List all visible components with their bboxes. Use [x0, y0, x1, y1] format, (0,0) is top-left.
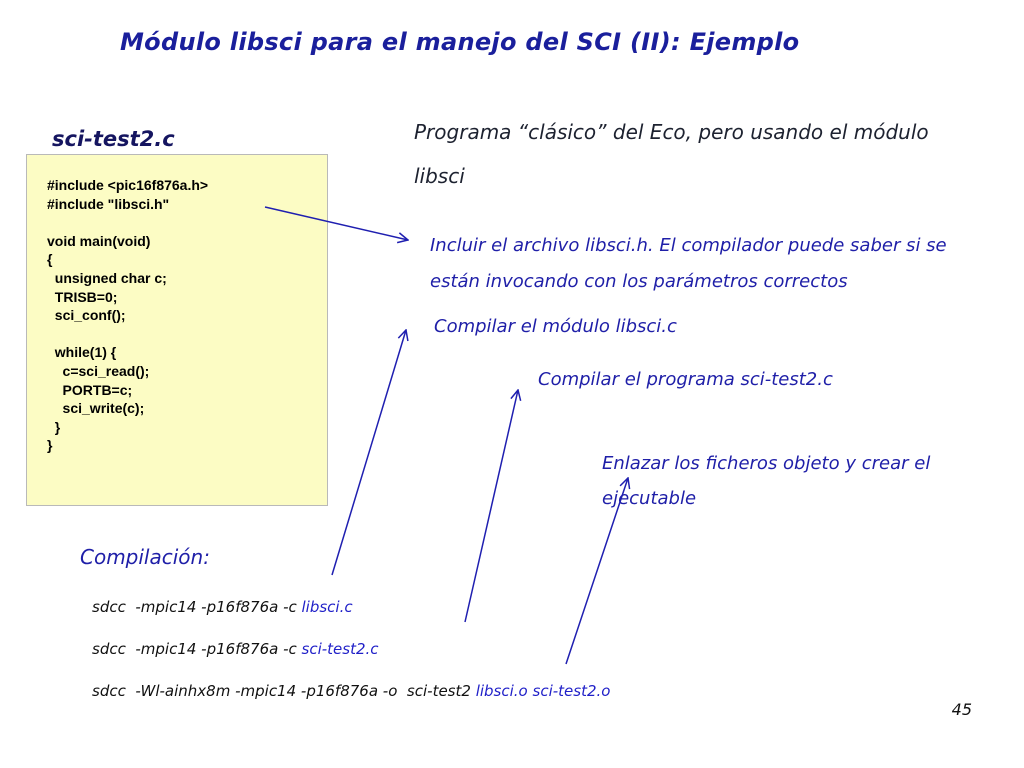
note-compile-program: Compilar el programa sci-test2.c: [538, 369, 833, 390]
command-prefix: sdcc -Wl-ainhx8m -mpic14 -p16f876a -o sci-test2: [92, 682, 476, 700]
command-args: libsci.o sci-test2.o: [475, 682, 611, 700]
command-prefix: sdcc -mpic14 -p16f876a -c: [92, 598, 302, 616]
command-args: sci-test2.c: [301, 640, 379, 658]
command-args: libsci.c: [301, 598, 353, 616]
program-description: Programa “clásico” del Eco, pero usando el módulo libsci: [414, 120, 929, 188]
note-compile-module: Compilar el módulo libsci.c: [434, 316, 677, 337]
compilation-label: Compilación:: [80, 545, 210, 569]
arrow-cmd1-to-note: [332, 330, 406, 575]
page-number: 45: [951, 700, 972, 719]
arrow-include-to-note: [265, 207, 408, 240]
note-include-header: Incluir el archivo libsci.h. El compilador puede saber si se están invocando con los parámetros correctos: [430, 235, 947, 292]
arrow-cmd3-to-note: [566, 478, 628, 664]
command-prefix: sdcc -mpic14 -p16f876a -c: [92, 640, 302, 658]
slide-title: Módulo libsci para el manejo del SCI (II): Ejemplo: [120, 28, 800, 56]
code-listing: #include <pic16f876a.h> #include "libsci.h" void main(void) { unsigned char c; TRISB=0; sci_conf(); while(1) { c=sci_read(); PORTB=c; sci_write(c); } }: [47, 177, 209, 454]
arrow-cmd2-to-note: [465, 390, 518, 622]
file-label: sci-test2.c: [52, 127, 175, 151]
note-link-objects: Enlazar los ficheros objeto y crear el ejecutable: [602, 453, 931, 509]
